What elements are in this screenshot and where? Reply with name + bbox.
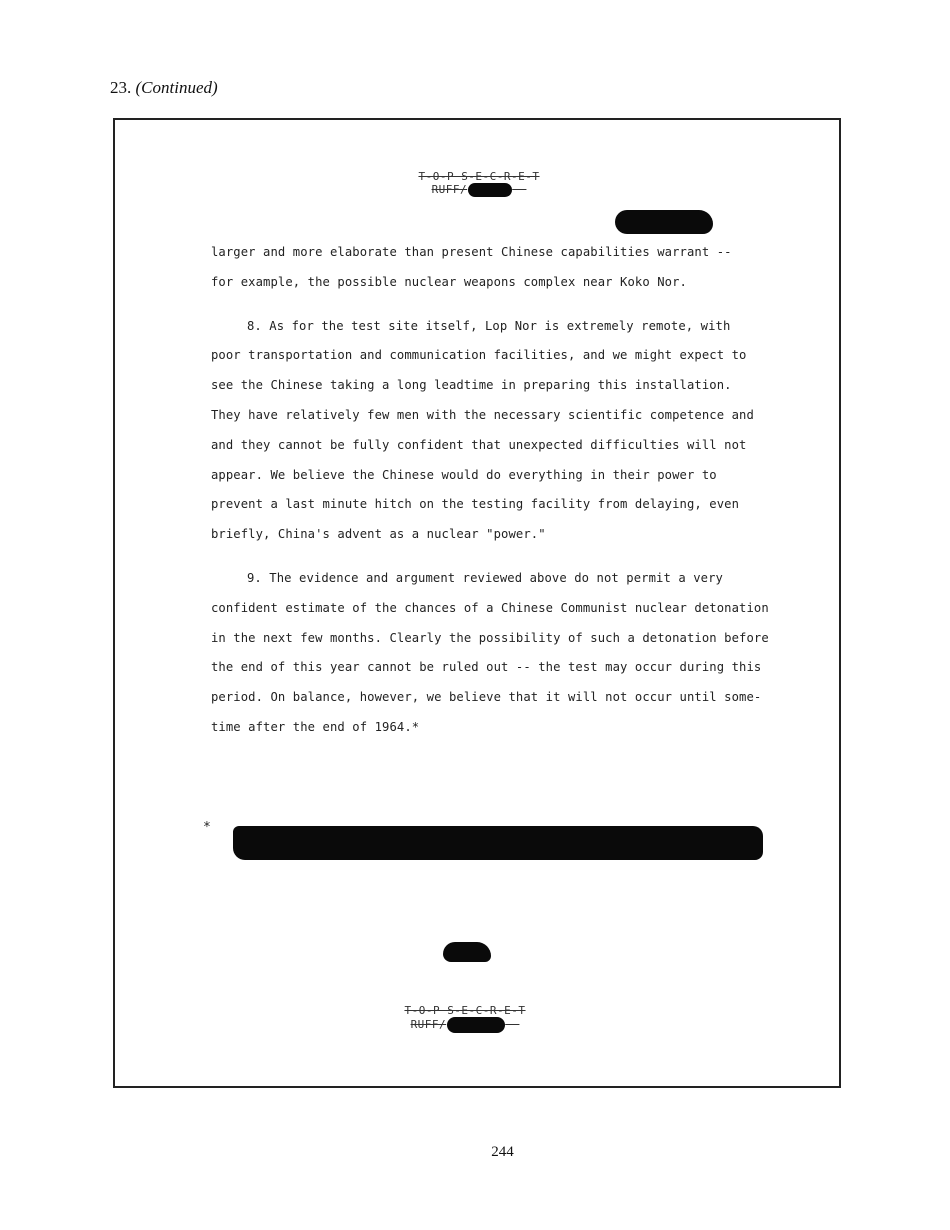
classification-top [359,170,599,197]
text-line: see the Chinese taking a long leadtime in preparing this installation. [211,378,732,393]
footnote-marker: * [203,820,211,835]
classification-bottom-line1: T-O-P S-E-C-R-E-T [404,1004,526,1017]
classification-bottom [345,1004,585,1033]
text-line: confident estimate of the chances of a Chinese Communist nuclear detonation [211,600,769,615]
redaction-lower [443,942,491,962]
text-line: 9. The evidence and argument reviewed above do not permit a very [247,570,723,585]
text-line: prevent a last minute hitch on the testing facility from delaying, even [211,497,740,512]
classification-top-line2 [359,183,599,197]
classification-bottom-line2 [345,1017,585,1033]
item-number: 23. [110,78,132,97]
text-line: for example, the possible nuclear weapons complex near Koko Nor. [211,274,687,289]
redaction-top-right [615,210,713,234]
text-line: They have relatively few men with the necessary scientific competence and [211,407,754,422]
redaction-bottom-codeword [447,1017,505,1033]
classification-bottom-ruff: RUFF/ [410,1018,447,1031]
text-line: 8. As for the test site itself, Lop Nor is extremely remote, with [247,318,731,333]
redaction-footnote [233,826,763,860]
text-line: time after the end of 1964.* [211,719,420,734]
text-line: poor transportation and communication facilities, and we might expect to [211,348,747,363]
text-line: briefly, China's advent as a nuclear "power." [211,527,546,542]
paragraph-intro [211,238,791,298]
paragraph-9 [211,564,791,743]
continued-label: (Continued) [135,78,218,97]
document-body [211,238,791,743]
text-line: in the next few months. Clearly the possibility of such a detonation before [211,630,769,645]
text-line: period. On balance, however, we believe that it will not occur until some- [211,690,762,705]
text-line: and they cannot be fully confident that unexpected difficulties will not [211,437,747,452]
redaction-top-codeword [468,183,512,197]
text-line: appear. We believe the Chinese would do everything in their power to [211,467,717,482]
classification-top-ruff: RUFF/ [431,183,468,196]
document-frame [113,118,841,1088]
page-number: 244 [491,1144,514,1160]
paragraph-8 [211,312,791,550]
text-line: larger and more elaborate than present Chinese capabilities warrant -- [211,245,732,259]
item-header [110,78,218,98]
text-line: the end of this year cannot be ruled out -- the test may occur during this [211,660,762,675]
classification-top-line1: T-O-P S-E-C-R-E-T [418,170,540,183]
